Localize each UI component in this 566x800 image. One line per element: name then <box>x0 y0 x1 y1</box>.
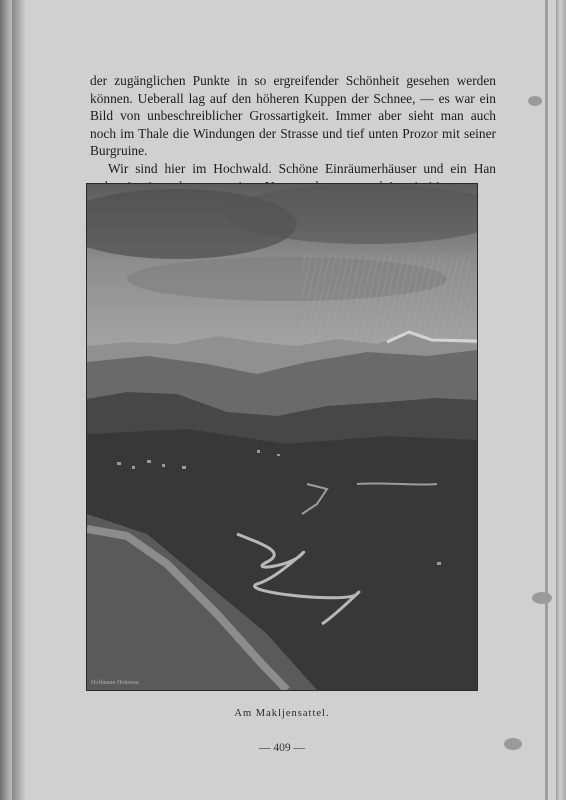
page-edge <box>545 0 548 800</box>
paper-stain <box>504 738 522 750</box>
paragraph: Wir sind hier im Hochwald. Schöne Einräumerhäuser und ein Han <box>108 160 496 176</box>
body-text <box>90 72 496 195</box>
paragraph: der zugänglichen Punkte in so ergreifender Schönheit gesehen werden können. Ueberall lag auf den höheren Kuppen der Schnee, — es war ein Bild von unbeschreiblicher Grossartigkeit. Immer aber sieht man auch noch im Thale die Windungen der Strasse und tief unten Prozor mit seiner Burgruine. <box>90 73 496 159</box>
binding-shadow <box>12 0 26 800</box>
winding-road <box>357 483 437 484</box>
mountain-valley-image <box>87 184 477 690</box>
figure-caption: Am Makljensattel. <box>234 708 330 719</box>
page-number: — 409 — <box>259 742 305 754</box>
artist-signature: Hoffmann Hohenau <box>91 680 139 686</box>
paper-stain <box>528 96 542 106</box>
landscape-illustration <box>86 183 478 691</box>
paper-stain <box>532 592 552 604</box>
